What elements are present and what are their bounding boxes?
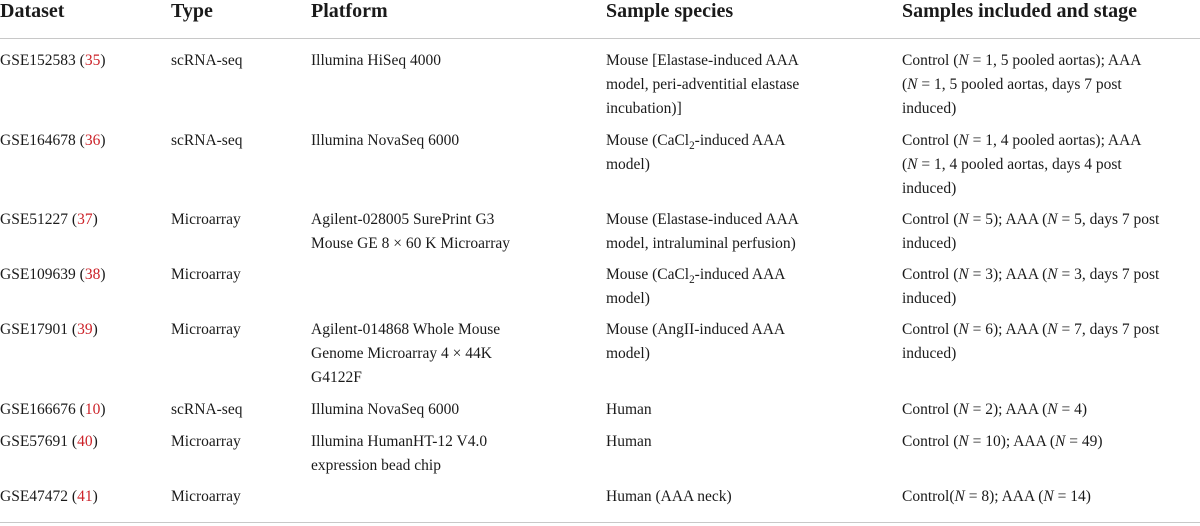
- cell-type: Microarray: [171, 488, 241, 505]
- cell-dataset: GSE109639 (38): [0, 266, 106, 283]
- reference-link[interactable]: 35: [84, 52, 101, 69]
- reference-link[interactable]: 10: [84, 401, 101, 418]
- reference-link[interactable]: 38: [84, 266, 101, 283]
- cell-dataset: GSE17901 (39): [0, 321, 98, 338]
- cell-platform: Agilent-028005 SurePrint G3 Mouse GE 8 × 60 K Microarray: [311, 211, 511, 252]
- cell-samples-included: Control (N = 3); AAA (N = 3, days 7 post induced): [902, 266, 1160, 307]
- cell-type: scRNA-seq: [171, 132, 243, 149]
- cell-dataset: GSE152583 (35): [0, 52, 106, 69]
- cell-type: scRNA-seq: [171, 401, 243, 418]
- cell-sample-species: Mouse (AngII-induced AAA model): [606, 321, 786, 362]
- cell-dataset: GSE57691 (40): [0, 433, 98, 450]
- cell-sample-species: Human (AAA neck): [606, 488, 732, 505]
- cell-sample-species: Mouse (CaCl$_2$-induced AAA model): [606, 266, 786, 307]
- cell-dataset: GSE166676 (10): [0, 401, 106, 418]
- reference-link[interactable]: 39: [77, 321, 93, 338]
- cell-platform: Illumina HiSeq 4000: [311, 52, 442, 69]
- cell-platform: Illumina NovaSeq 6000: [311, 401, 460, 418]
- header-dataset: Dataset: [0, 0, 65, 22]
- cell-samples-included: Control (N = 6); AAA (N = 7, days 7 post induced): [902, 321, 1160, 362]
- reference-link[interactable]: 41: [77, 488, 93, 505]
- reference-link[interactable]: 37: [77, 211, 93, 228]
- reference-link[interactable]: 40: [77, 433, 93, 450]
- cell-platform: Illumina NovaSeq 6000: [311, 132, 460, 149]
- cell-type: Microarray: [171, 266, 241, 283]
- cell-dataset: GSE47472 (41): [0, 488, 98, 505]
- table-header: [0, 0, 1200, 38]
- header-type: Type: [171, 0, 213, 22]
- cell-type: scRNA-seq: [171, 52, 243, 69]
- cell-sample-species: Human: [606, 401, 652, 418]
- cell-samples-included: Control (N = 1, 5 pooled aortas); AAA (N = 1, 5 pooled aortas, days 7 post induced): [902, 52, 1142, 117]
- cell-sample-species: Mouse (Elastase-induced AAA model, intraluminal perfusion): [606, 211, 799, 252]
- cell-sample-species: Human: [606, 433, 652, 450]
- reference-link[interactable]: 36: [84, 132, 101, 149]
- header-samples-included: Samples included and stage: [902, 0, 1138, 22]
- cell-sample-species: Mouse (CaCl$_2$-induced AAA model): [606, 132, 786, 173]
- cell-platform: Illumina HumanHT-12 V4.0 expression bead chip: [311, 433, 488, 474]
- cell-dataset: GSE51227 (37): [0, 211, 98, 228]
- header-rule: [0, 38, 1200, 39]
- cell-samples-included: Control (N = 5); AAA (N = 5, days 7 post induced): [902, 211, 1160, 252]
- cell-dataset: GSE164678 (36): [0, 132, 106, 149]
- cell-samples-included: Control (N = 10); AAA (N = 49): [902, 433, 1103, 450]
- cell-platform: Agilent-014868 Whole Mouse Genome Microarray 4 × 44K G4122F: [311, 321, 501, 386]
- cell-type: Microarray: [171, 433, 241, 450]
- header-sample-species: Sample species: [606, 0, 734, 22]
- cell-type: Microarray: [171, 321, 241, 338]
- bottom-rule: [0, 522, 1200, 523]
- cell-sample-species: Mouse [Elastase-induced AAA model, peri-adventitial elastase incubation)]: [606, 52, 800, 117]
- header-platform: Platform: [311, 0, 388, 22]
- cell-samples-included: Control (N = 2); AAA (N = 4): [902, 401, 1087, 418]
- cell-samples-included: Control (N = 1, 4 pooled aortas); AAA (N = 1, 4 pooled aortas, days 4 post induced): [902, 132, 1142, 197]
- cell-samples-included: Control(N = 8); AAA (N = 14): [902, 488, 1091, 505]
- cell-type: Microarray: [171, 211, 241, 228]
